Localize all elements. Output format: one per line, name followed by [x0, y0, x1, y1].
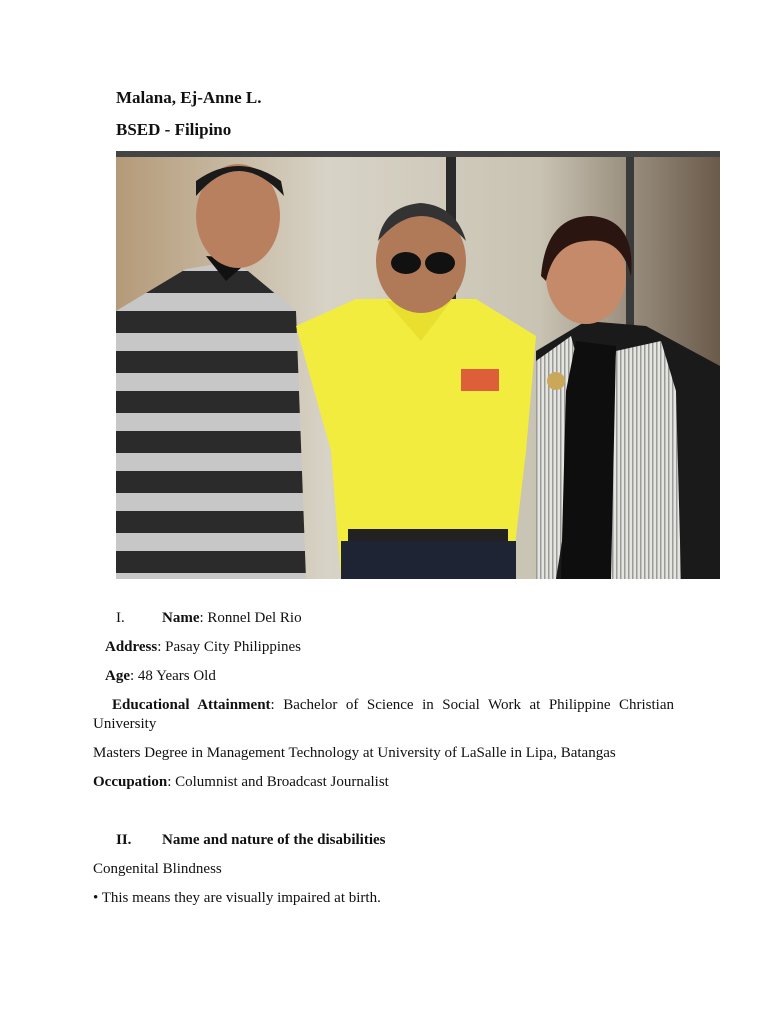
education-label: Educational Attainment — [112, 697, 271, 713]
disability-description: • This means they are visually impaired at birth. — [93, 890, 381, 906]
section-2-numeral: II. — [116, 832, 132, 848]
course-name: BSED - Filipino — [116, 120, 232, 139]
group-photo — [116, 151, 720, 579]
masters-degree: Masters Degree in Management Technology at University of LaSalle in Lipa, Batangas — [93, 745, 616, 761]
age-label: Age — [105, 668, 130, 684]
age-value: : 48 Years Old — [130, 668, 216, 684]
name-row — [162, 610, 302, 627]
section-1-numeral: I. — [116, 610, 125, 626]
education-value: : Bachelor of Science in Social Work at Philippine Christian — [270, 697, 675, 713]
education-row — [112, 697, 674, 714]
section-2-heading: Name and nature of the disabilities — [162, 832, 386, 848]
disability-name: Congenital Blindness — [93, 861, 222, 877]
address-value: : Pasay City Philippines — [157, 639, 302, 655]
occupation-label: Occupation — [93, 774, 168, 790]
name-label: Name — [162, 610, 200, 626]
address-row — [105, 639, 301, 656]
education-continuation: University — [93, 716, 157, 732]
address-label: Address — [105, 639, 158, 655]
name-value: : Ronnel Del Rio — [199, 610, 302, 626]
occupation-row — [93, 774, 389, 791]
occupation-value: : Columnist and Broadcast Journalist — [167, 774, 389, 790]
age-row — [105, 668, 216, 685]
author-name: Malana, Ej-Anne L. — [116, 88, 262, 107]
